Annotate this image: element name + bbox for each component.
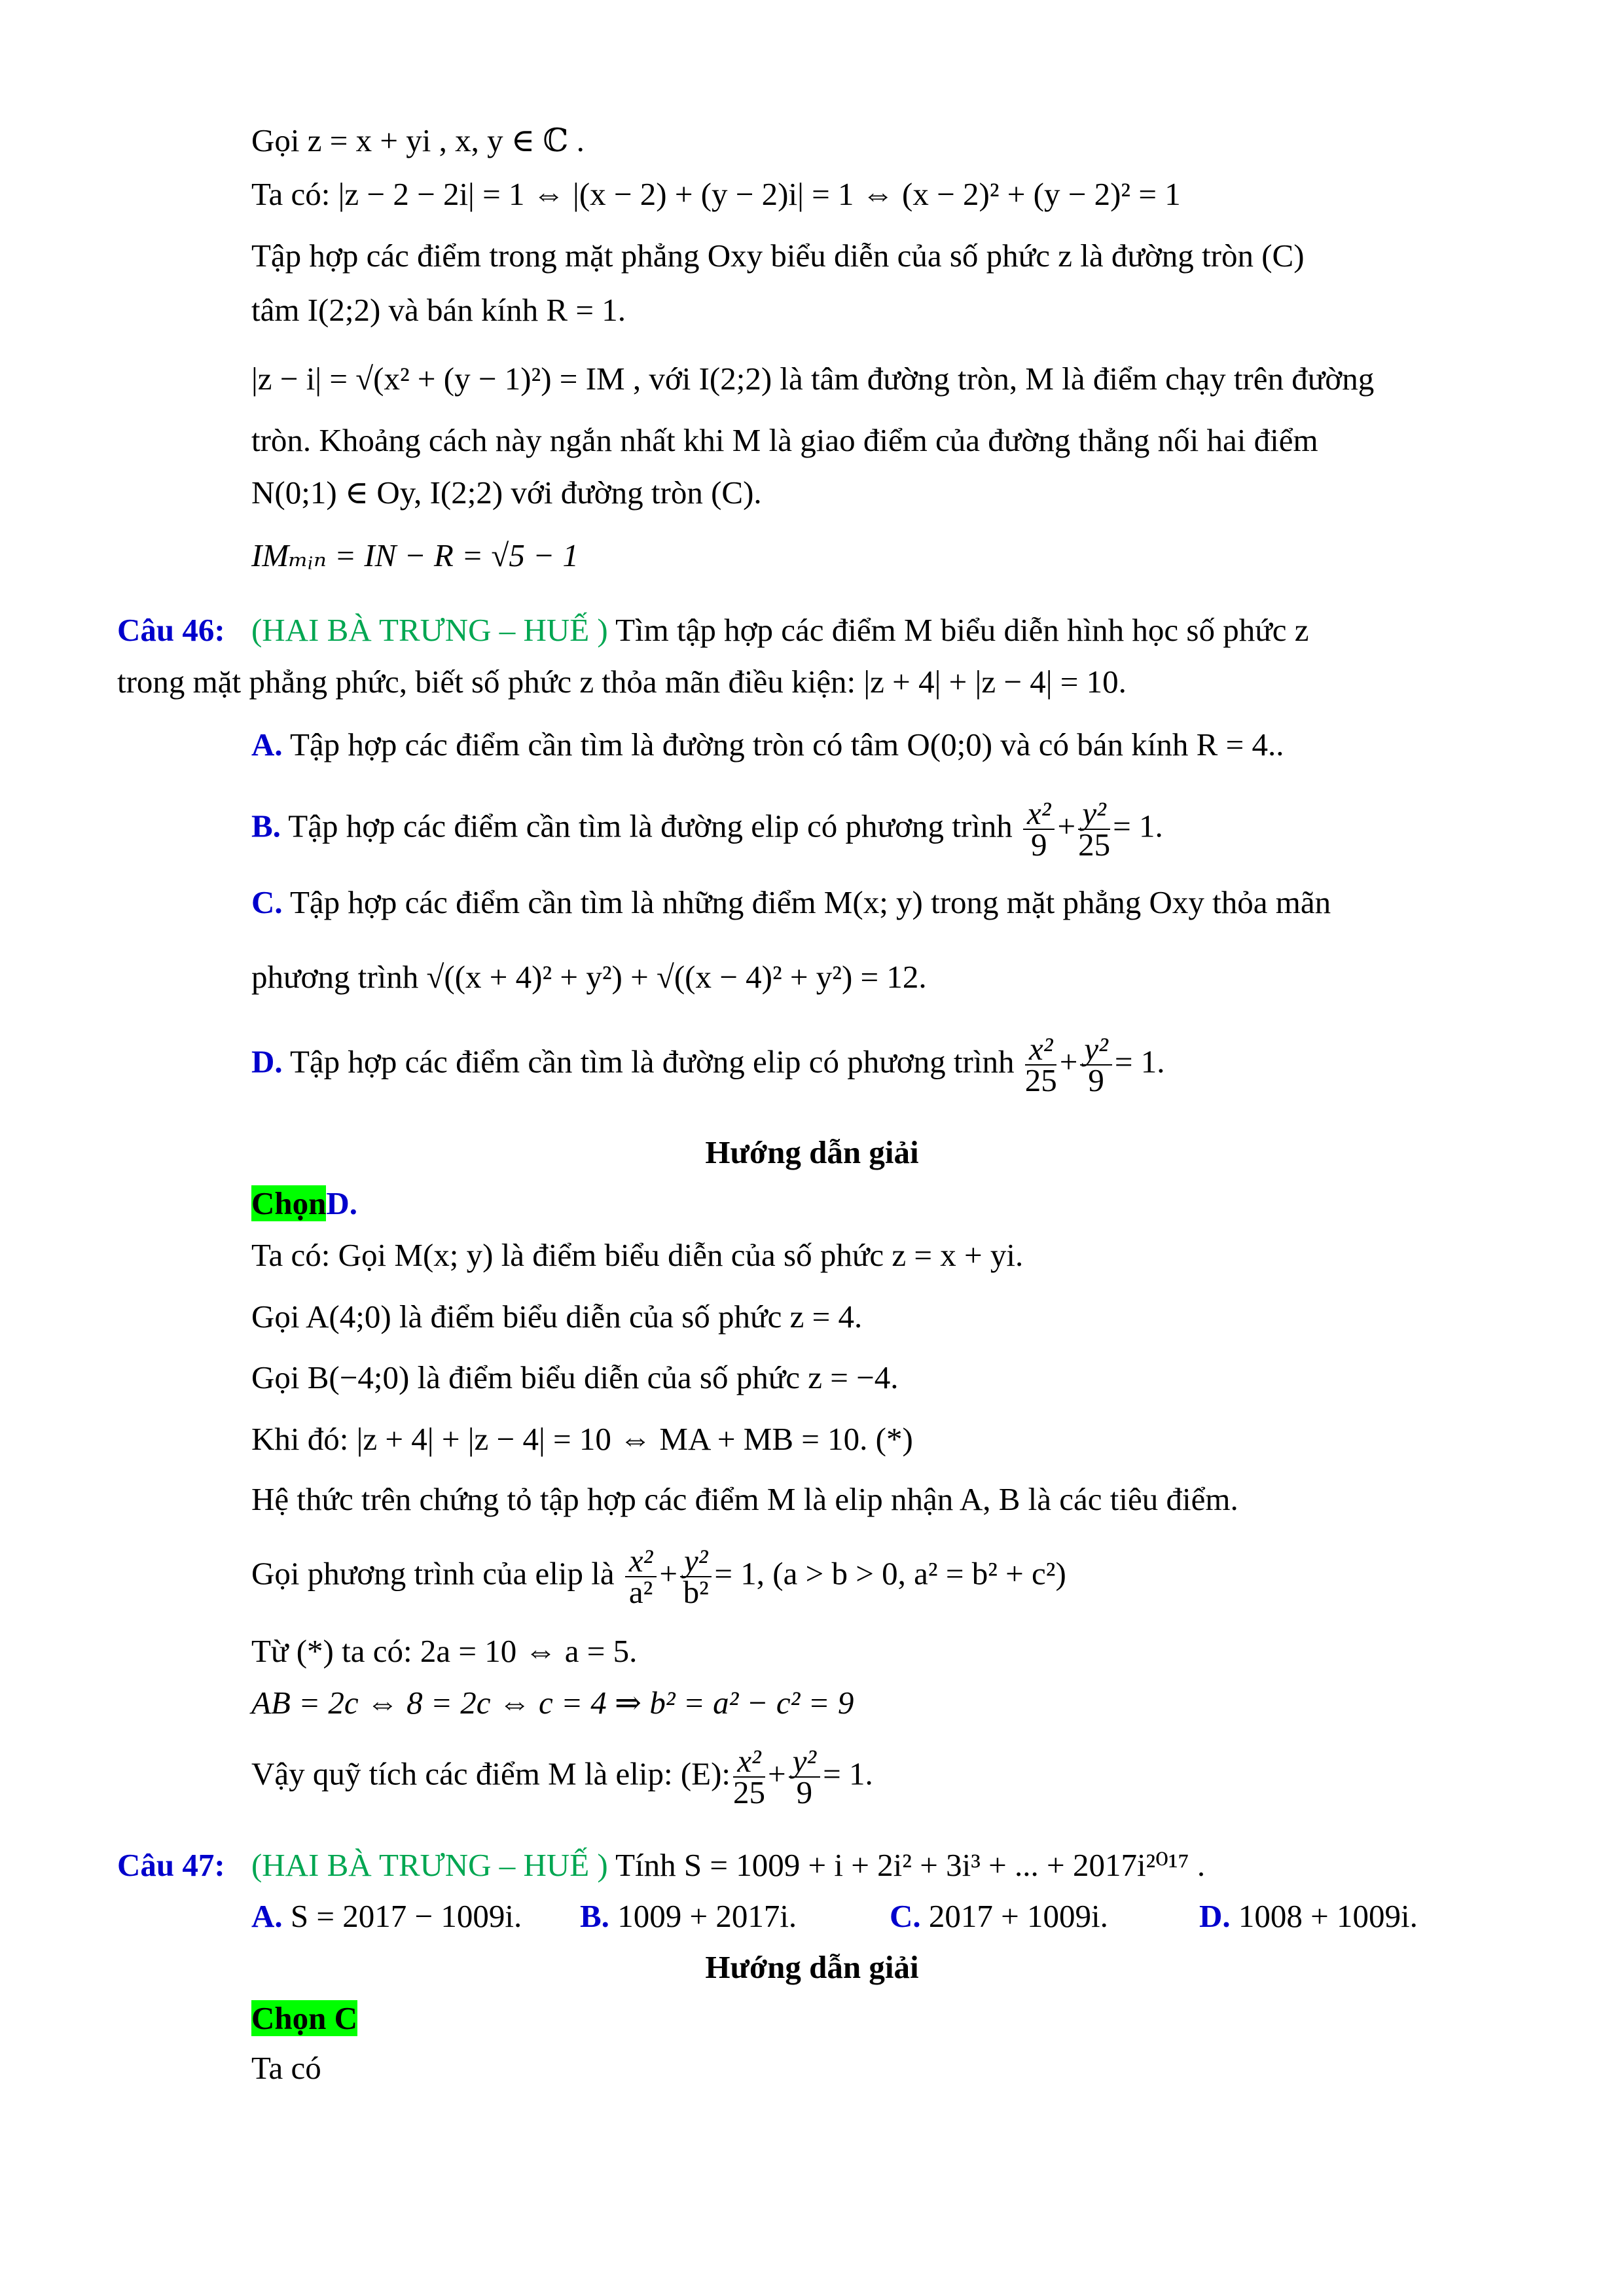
plus: + — [1057, 808, 1076, 844]
option-b — [580, 1897, 797, 1936]
text-line: |z − i| = √(x² + (y − 1)²) = IM , với I(2;2) là tâm đường tròn, M là điểm chạy trên đường — [251, 361, 1375, 397]
denominator: 25 — [1078, 827, 1111, 863]
text-line: tâm I(2;2) và bán kính R = 1. — [251, 292, 626, 328]
fraction — [1080, 1031, 1111, 1098]
denominator: 25 — [733, 1774, 766, 1810]
answer-line — [251, 1184, 357, 1223]
numerator: x² — [1025, 1034, 1056, 1066]
denominator: b² — [683, 1574, 709, 1610]
guide-title: Hướng dẫn giải — [705, 1134, 919, 1170]
option-label: D. — [251, 1043, 283, 1080]
equals: = 1. — [1114, 1043, 1165, 1080]
text-line: Vậy quỹ tích các điểm M là elip: (E): $\frac{\text{x²}}{25}$ + $\frac{\text{y²}}{9}$ = 1. — [251, 1743, 873, 1810]
text-line: tròn. Khoảng cách này ngắn nhất khi M là giao điểm của đường thẳng nối hai điểm — [251, 422, 1318, 458]
text-line: Tập hợp các điểm trong mặt phẳng Oxy biểu diễn của số phức z là đường tròn (C) — [251, 238, 1305, 274]
text: Vậy quỹ tích các điểm M là elip: (E): — [251, 1755, 731, 1792]
option-label: A. — [251, 726, 283, 762]
numerator: x² — [1023, 798, 1055, 830]
text: = 1, (a > b > 0, a² = b² + c²) — [714, 1555, 1066, 1592]
numerator: x² — [625, 1546, 657, 1577]
denominator: 25 — [1024, 1062, 1057, 1098]
option-text: Tập hợp các điểm cần tìm là những điểm M(x; y) trong mặt phẳng Oxy thỏa mãn — [282, 884, 1331, 920]
option-b — [251, 795, 1163, 863]
fraction — [1078, 795, 1111, 863]
option-text: 2017 + 1009i. — [920, 1898, 1108, 1934]
question-number: Câu 47: — [117, 1847, 225, 1883]
question-source: (HAI BÀ TRƯNG – HUẾ ) — [251, 612, 608, 648]
question-header — [117, 1846, 1205, 1885]
option-a — [251, 1897, 522, 1936]
numerator: y² — [789, 1746, 820, 1778]
text-line: N(0;1) ∈ Oy, I(2;2) với đường tròn (C). — [251, 475, 762, 511]
choose-highlight: Chọn C — [251, 2000, 358, 2036]
question-number: Câu 46: — [117, 612, 225, 648]
text-line: Ta có: Gọi M(x; y) là điểm biểu diễn của số phức z = x + yi. — [251, 1237, 1024, 1273]
text-line: Ta có — [251, 2050, 321, 2086]
numerator: y² — [680, 1546, 712, 1577]
numerator: y² — [1080, 1034, 1111, 1066]
text-line: Ta có: |z − 2 − 2i| = 1 ⇔ |(x − 2) + (y − 2)i| = 1 ⇔ (x − 2)² + (y − 2)² = 1 — [251, 176, 1181, 212]
option-text: 1009 + 2017i. — [609, 1898, 797, 1934]
guide-title: Hướng dẫn giải — [705, 1949, 919, 1985]
choose-highlight: Chọn — [251, 1185, 327, 1221]
option-d — [251, 1031, 1165, 1098]
option-c-continued: phương trình √((x + 4)² + y²) + √((x − 4)² + y²) = 12. — [251, 959, 927, 995]
text: Gọi phương trình của elip là — [251, 1555, 623, 1592]
fraction — [680, 1543, 712, 1610]
option-text: Tập hợp các điểm cần tìm là đường elip có phương trình — [282, 1043, 1022, 1080]
fraction — [1023, 795, 1055, 863]
option-label: C. — [890, 1898, 921, 1934]
denominator: a² — [628, 1574, 653, 1610]
option-text: Tập hợp các điểm cần tìm là đường tròn có tâm O(0;0) và có bán kính R = 4.. — [282, 726, 1284, 762]
answer-line — [251, 1999, 357, 2038]
numerator: x² — [733, 1746, 765, 1778]
option-d — [1199, 1897, 1418, 1936]
option-c — [890, 1897, 1108, 1936]
fraction — [625, 1543, 657, 1610]
plus: + — [1059, 1043, 1078, 1080]
option-label: D. — [1199, 1898, 1231, 1934]
text-line: Gọi A(4;0) là điểm biểu diễn của số phức z = 4. — [251, 1299, 863, 1335]
text-line: IMₘᵢₙ = IN − R = √5 − 1 — [251, 537, 579, 573]
text-line: Gọi z = x + yi , x, y ∈ ℂ . — [251, 122, 585, 158]
option-text: S = 2017 − 1009i. — [282, 1898, 522, 1934]
question-text: trong mặt phẳng phức, biết số phức z thỏa mãn điều kiện: |z + 4| + |z − 4| = 10. — [117, 664, 1127, 700]
option-a — [251, 725, 1284, 764]
equals: = 1. — [1113, 808, 1163, 844]
text-line: AB = 2c ⇔ 8 = 2c ⇔ c = 4 ⇒ b² = a² − c² = 9 — [251, 1685, 854, 1721]
option-label: C. — [251, 884, 283, 920]
text-line: Gọi phương trình của elip là $\frac{\text{x²}}{\text{a²}}$ + $\frac{\text{y²}}{\text{b²}}$ = 1, (a > b > 0, a² = b² + c²) — [251, 1543, 1066, 1610]
chosen-answer: D. — [326, 1185, 358, 1221]
text: = 1. — [823, 1755, 873, 1792]
denominator: 9 — [1031, 827, 1047, 863]
fraction — [1024, 1031, 1057, 1098]
option-label: A. — [251, 1898, 283, 1934]
denominator: 9 — [1088, 1062, 1104, 1098]
text-line: Khi đó: |z + 4| + |z − 4| = 10 ⇔ MA + MB = 10. (*) — [251, 1421, 913, 1457]
question-text: Tính S = 1009 + i + 2i² + 3i³ + ... + 2017i²⁰¹⁷ . — [607, 1847, 1206, 1883]
question-text: Tìm tập hợp các điểm M biểu diễn hình học số phức z — [607, 612, 1309, 648]
numerator: y² — [1078, 798, 1110, 830]
option-text: 1008 + 1009i. — [1230, 1898, 1418, 1934]
question-source: (HAI BÀ TRƯNG – HUẾ ) — [251, 1847, 608, 1883]
option-c — [251, 883, 1331, 922]
option-label: B. — [580, 1898, 609, 1934]
denominator: 9 — [796, 1774, 813, 1810]
text-line: Từ (*) ta có: 2a = 10 ⇔ a = 5. — [251, 1633, 638, 1669]
option-text: Tập hợp các điểm cần tìm là đường elip có phương trình — [280, 808, 1021, 844]
fraction — [789, 1743, 820, 1810]
option-label: B. — [251, 808, 281, 844]
text-line: Hệ thức trên chứng tỏ tập hợp các điểm M là elip nhận A, B là các tiêu điểm. — [251, 1481, 1238, 1517]
question-header — [117, 611, 1309, 650]
text-line: Gọi B(−4;0) là điểm biểu diễn của số phức z = −4. — [251, 1359, 899, 1395]
fraction — [733, 1743, 766, 1810]
